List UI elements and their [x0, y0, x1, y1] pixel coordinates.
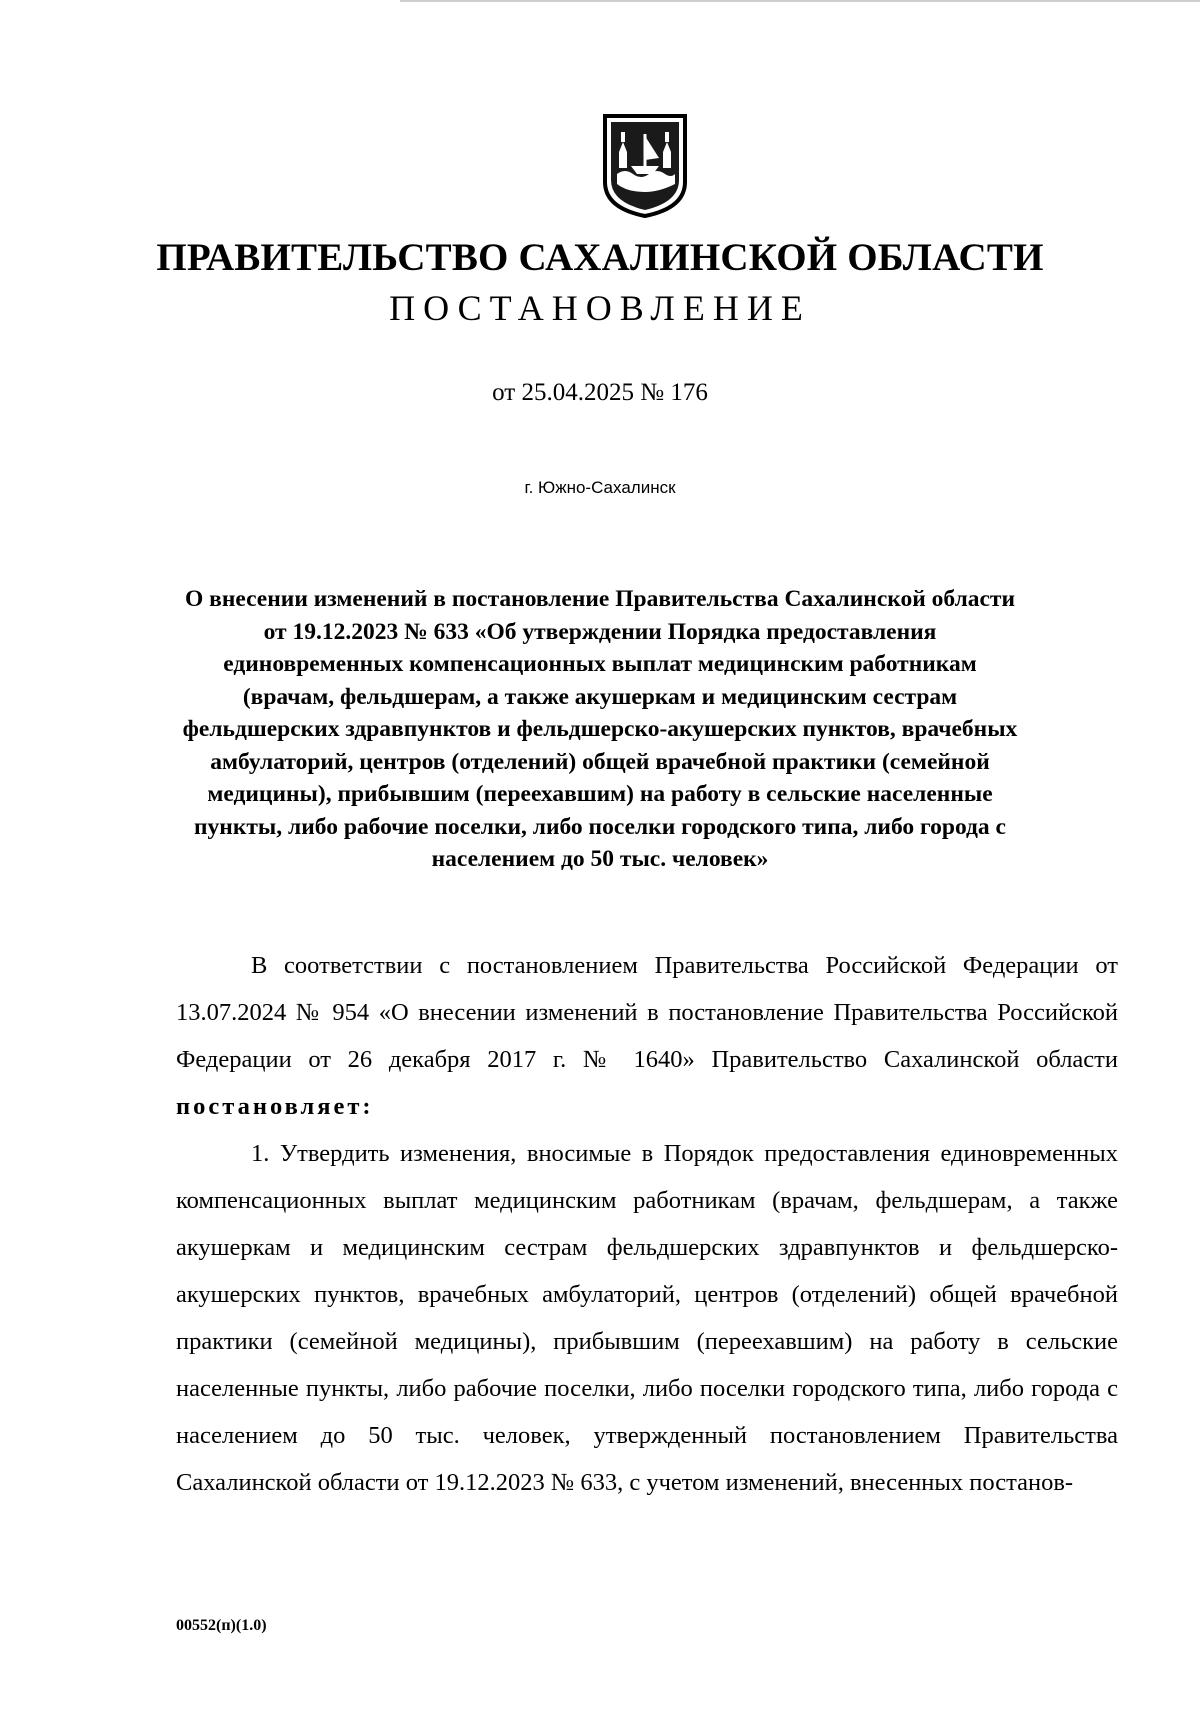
preamble-emphasis: постановляет: [176, 1093, 374, 1120]
document-city: г. Южно-Сахалинск [524, 478, 676, 497]
item-1-paragraph: 1. Утвердить изменения, вносимые в Порядок предоставления единовременных компенсационных выплат медицинским работникам (врачам, фельдшерам, а также акушеркам и медицинским сестрам фельдшерских здравпунктов и фельдшерско-акушерских пунктов, врачебных амбулаторий, центров (отделений) общей врачебной практики (семейной медицины), прибывшим (переехавшим) на работу в сельские населенные пункты, либо рабочие поселки, либо поселки городского типа, либо города с населением до 50 тыс. человек, утвержденный постановлением Правительства Сахалинской области от 19.12.2023 № 633, с учетом изменений, внесенных постанов- [176, 1140, 1118, 1496]
scan-edge-line [400, 0, 1200, 2]
form-code: 00552(п)(1.0) [176, 1617, 267, 1634]
document-date-number: от 25.04.2025 № 176 [492, 379, 708, 406]
coat-of-arms-icon [597, 112, 693, 220]
document-subject: О внесении изменений в постановление Правительства Сахалинской области от 19.12.2023 № 633 «Об утверждении Порядка предоставления единовременных компенсационных выплат медицинским работникам (врачам, фельдшерам, а также акушеркам и медицинским сестрам фельдшерских здравпунктов и фельдшерско-акушерских пунктов, врачебных амбулаторий, центров (отделений) общей врачебной практики (семейной медицины), прибывшим (переехавшим) на работу в сельские населенные пункты, либо рабочие поселки, либо поселки городского типа, либо города с населением до 50 тыс. человек» [182, 586, 1018, 872]
preamble-text: В соответствии с постановлением Правительства Российской Федерации от 13.07.2024 № 954 «О внесении изменений в постановление Правительства Российской Федерации от 26 декабря 2017 г. № 1640» Правительство Сахалинской области [176, 952, 1118, 1073]
government-title: ПРАВИТЕЛЬСТВО САХАЛИНСКОЙ ОБЛАСТИ [156, 236, 1044, 279]
document-type: ПОСТАНОВЛЕНИЕ [389, 288, 811, 328]
preamble-paragraph [176, 942, 1118, 1130]
document-body [176, 942, 1118, 1506]
